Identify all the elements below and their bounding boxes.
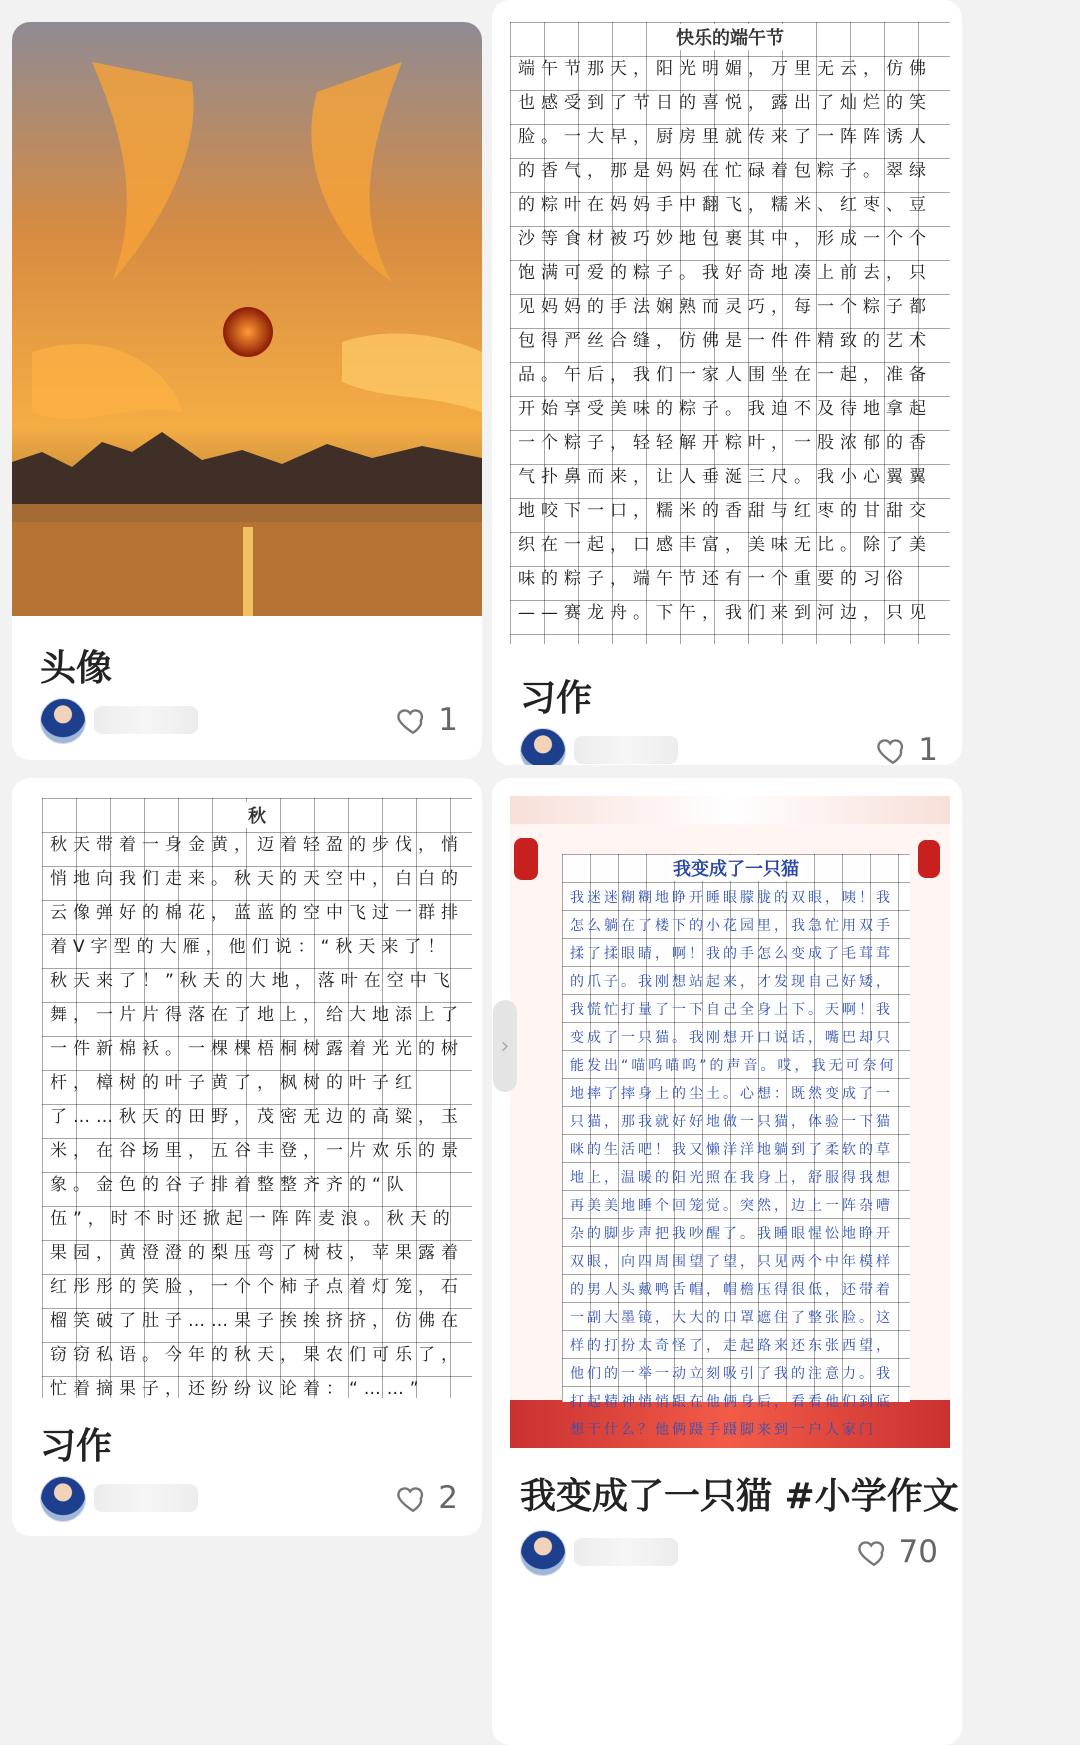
username-placeholder xyxy=(574,1538,678,1566)
post-card-avatar[interactable] xyxy=(12,22,482,760)
like-count: 1 xyxy=(918,732,938,765)
essay-title: 我变成了一只猫 xyxy=(669,855,803,881)
essay-image[interactable] xyxy=(42,798,472,1398)
post-card-essay-autumn[interactable] xyxy=(12,778,482,1536)
user-avatar[interactable] xyxy=(40,1476,86,1522)
username-placeholder xyxy=(94,1484,198,1512)
post-card-essay-cat[interactable] xyxy=(492,778,962,1745)
chevron-right-icon: › xyxy=(500,1033,510,1059)
sunset-dragon-illustration xyxy=(12,22,482,616)
like-button[interactable] xyxy=(857,1534,938,1570)
post-card-essay-dragon-boat[interactable] xyxy=(492,0,962,765)
essay-title: 秋 xyxy=(244,802,270,828)
essay-image[interactable] xyxy=(510,796,950,1448)
card-title[interactable]: 头像 xyxy=(40,648,113,689)
username-placeholder xyxy=(574,736,678,764)
essay-body: 秋天带着一身金黄，迈着轻盈的步伐，悄悄地向我们走来。秋天的天空中，白白的云像弹好的棉花，蓝蓝的空中飞过一群排着V字型的大雁，他们说：“秋天来了！秋天来了！”秋天的大地，落叶在空中飞舞，一片片得落在了地上，给大地添上了一件新棉袄。一棵棵梧桐树露着光光的树杆，樟树的叶子黄了，枫树的叶子红了……秋天的田野，茂密无边的高粱，玉米，在谷场里，五谷丰登，一片欢乐的景象。金色的谷子排着整整齐齐的“队伍”，时不时还掀起一阵阵麦浪。秋天的果园，黄澄澄的梨压弯了树枝，苹果露着红彤彤的笑脸，一个个柿子点着灯笼，石榴笑破了肚子……果子挨挨挤挤，仿佛在窃窃私语。今年的秋天，果农们可乐了，忙着摘果子，还纷纷议论着：“……” xyxy=(50,835,464,1399)
essay-image[interactable] xyxy=(510,22,950,644)
username-placeholder xyxy=(94,706,198,734)
essay-title: 快乐的端午节 xyxy=(672,24,788,50)
card-title[interactable]: 习作 xyxy=(520,678,593,719)
scroll-handle[interactable] xyxy=(493,1000,517,1092)
sunset-image[interactable] xyxy=(12,22,482,616)
lantern-icon xyxy=(514,838,538,880)
like-button[interactable] xyxy=(876,732,938,765)
like-button[interactable] xyxy=(396,702,458,738)
user-avatar[interactable] xyxy=(520,728,566,765)
card-title[interactable]: 习作 xyxy=(40,1426,113,1467)
user-avatar[interactable] xyxy=(40,698,86,744)
heart-icon xyxy=(876,733,910,765)
heart-icon xyxy=(396,703,430,737)
essay-body: 我迷迷糊糊地睁开睡眼朦胧的双眼，咦！我怎么躺在了楼下的小花园里，我急忙用双手揉了揉眼睛，啊！我的手怎么变成了毛茸茸的爪子。我刚想站起来，才发现自己好矮，我慌忙打量了一下自己全身上下。天啊！我变成了一只猫。我刚想开口说话，嘴巴却只能发出“喵呜喵呜”的声音。哎，我无可奈何地摔了摔身上的尘土。心想：既然变成了一只猫，那我就好好地做一只猫，体验一下猫咪的生活吧！我又懒洋洋地躺到了柔软的草地上，温暖的阳光照在我身上，舒服得我想再美美地睡个回笼觉。突然，边上一阵杂嘈杂的脚步声把我吵醒了。我睡眼惺忪地睁开双眼，向四周围望了望，只见两个中年模样的男人头戴鸭舌帽，帽檐压得很低，还带着一副大墨镜，大大的口罩遮住了整张脸。这样的打扮太奇怪了，走起路来还东张西望，他们的一举一动立刻吸引了我的注意力。我打起精神悄悄跟在他俩身后，看看他们到底想干什么？他俩蹑手蹑脚来到一户人家门 xyxy=(570,890,897,1438)
user-avatar[interactable] xyxy=(520,1530,566,1576)
like-count: 1 xyxy=(438,702,458,738)
card-title[interactable]: 我变成了一只猫 #小学作文 xyxy=(520,1476,959,1517)
heart-icon xyxy=(857,1535,891,1569)
like-count: 70 xyxy=(898,1534,938,1570)
heart-icon xyxy=(396,1481,430,1515)
like-count: 2 xyxy=(438,1480,458,1516)
essay-body: 端午节那天，阳光明媚，万里无云，仿佛也感受到了节日的喜悦，露出了灿烂的笑脸。一大早，厨房里就传来了一阵阵诱人的香气，那是妈妈在忙碌着包粽子。翠绿的粽叶在妈妈手中翻飞，糯米、红枣、豆沙等食材被巧妙地包裹其中，形成一个个饱满可爱的粽子。我好奇地凑上前去，只见妈妈的手法娴熟而灵巧，每一个粽子都包得严丝合缝，仿佛是一件件精致的艺术品。午后，我们一家人围坐在一起，准备开始享受美味的粽子。我迫不及待地拿起一个粽子，轻轻解开粽叶，一股浓郁的香气扑鼻而来，让人垂涎三尺。我小心翼翼地咬下一口，糯米的香甜与红枣的甘甜交织在一起，口感丰富，美味无比。除了美味的粽子，端午节还有一个重要的习俗——赛龙舟。下午，我们来到河边，只见 xyxy=(518,59,932,623)
like-button[interactable] xyxy=(396,1480,458,1516)
lantern-icon xyxy=(918,840,940,878)
